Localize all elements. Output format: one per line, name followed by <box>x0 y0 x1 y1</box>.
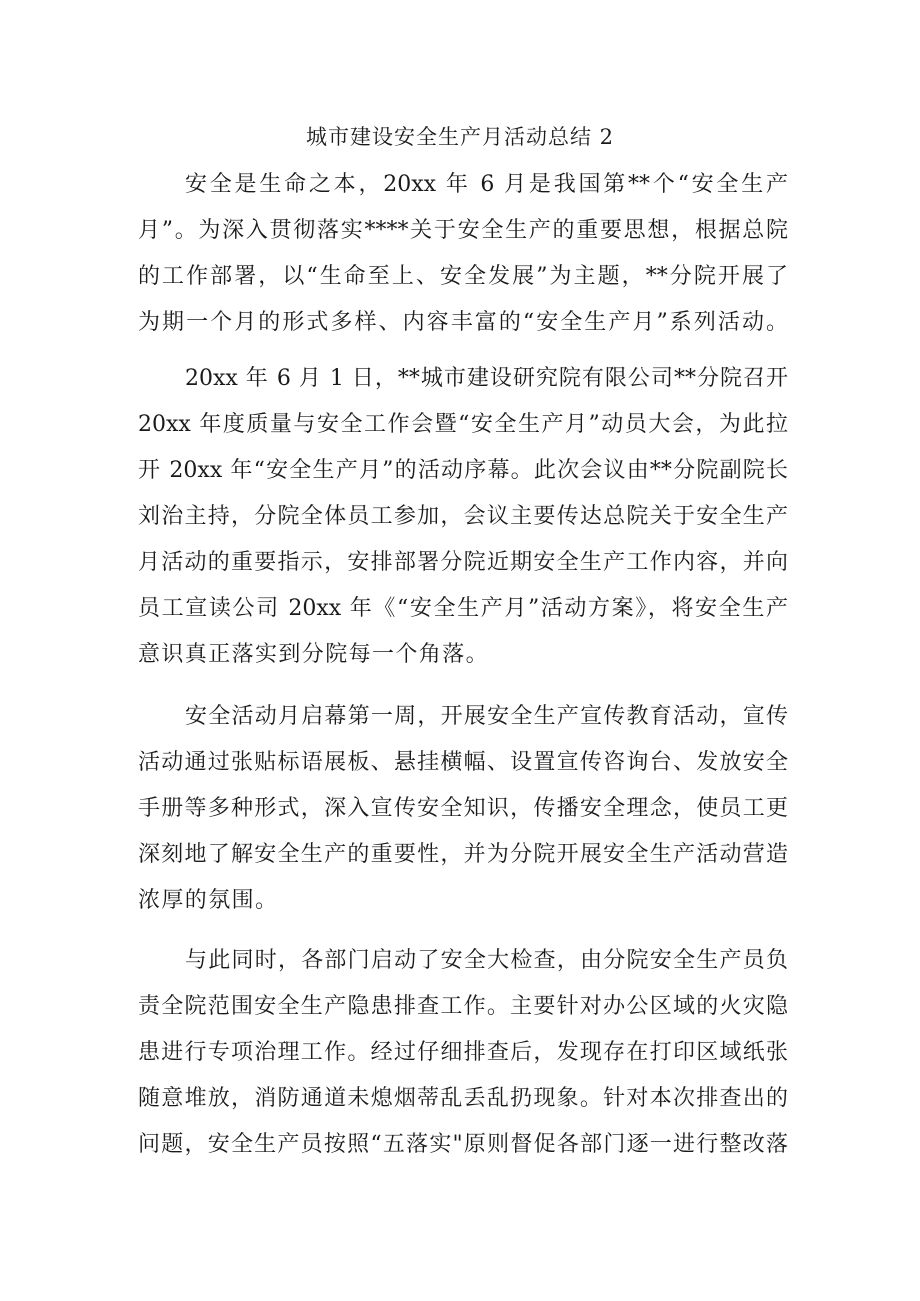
text-line: 问题，安全生产员按照“五落实"原则督促各部门逐一进行整改落 <box>138 1132 788 1157</box>
text-line: 与此同时，各部门启动了安全大检查，由分院安全生产员负 <box>185 948 788 973</box>
text-line: 深刻地了解安全生产的重要性，并为分院开展安全生产活动营造 <box>138 842 788 867</box>
text-line: 随意堆放，消防通道未熄烟蒂乱丢乱扔现象。针对本次排查出的 <box>138 1086 788 1111</box>
text-line: 患进行专项治理工作。经过仔细排查后，发现存在打印区域纸张 <box>138 1040 788 1065</box>
text-line: 活动通过张贴标语展板、悬挂横幅、设置宣传咨询台、发放安全 <box>138 750 788 775</box>
text-line: 浓厚的氛围。 <box>138 888 279 913</box>
text-line: 责全院范围安全生产隐患排查工作。主要针对办公区域的火灾隐 <box>138 994 788 1019</box>
text-line: 意识真正落实到分院每一个角落。 <box>138 642 490 667</box>
text-line: 月”。为深入贯彻落实****关于安全生产的重要思想，根据总院 <box>138 218 788 243</box>
text-line: 安全活动月启幕第一周，开展安全生产宣传教育活动，宣传 <box>185 704 788 729</box>
document-title: 城市建设安全生产月活动总结 2 <box>305 125 615 149</box>
text-line: 20xx 年 6 月 1 日，**城市建设研究院有限公司**分院召开 <box>185 366 788 391</box>
text-line: 安全是生命之本，20xx 年 6 月是我国第**个“安全生产 <box>185 172 788 197</box>
text-line: 20xx 年度质量与安全工作会暨“安全生产月”动员大会，为此拉 <box>138 412 788 437</box>
text-line: 开 20xx 年“安全生产月”的活动序幕。此次会议由**分院副院长 <box>138 458 788 483</box>
text-line: 员工宣读公司 20xx 年《“安全生产月”活动方案》，将安全生产 <box>138 596 788 621</box>
text-line: 的工作部署，以“生命至上、安全发展”为主题，**分院开展了 <box>138 264 788 289</box>
text-line: 月活动的重要指示，安排部署分院近期安全生产工作内容，并向 <box>138 550 788 575</box>
text-line: 为期一个月的形式多样、内容丰富的“安全生产月”系列活动。 <box>138 310 788 335</box>
text-line: 刘治主持，分院全体员工参加，会议主要传达总院关于安全生产 <box>138 504 788 529</box>
text-line: 手册等多种形式，深入宣传安全知识，传播安全理念，使员工更 <box>138 796 788 821</box>
